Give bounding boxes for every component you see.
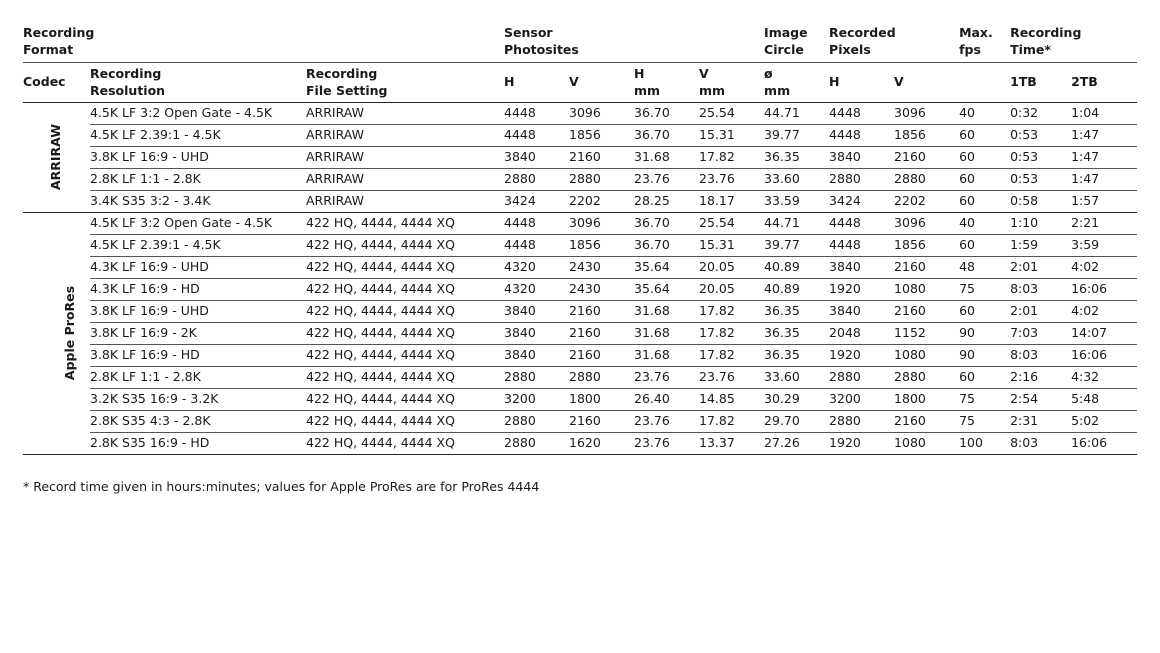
sensor-h-cell: 3840 [504, 344, 569, 366]
pixels-v-cell: 3096 [894, 102, 959, 124]
h-mm-cell: 23.76 [634, 410, 699, 432]
h-mm-cell: 23.76 [634, 168, 699, 190]
image-circle-cell: 33.59 [764, 190, 829, 212]
specs-table-container [23, 0, 1137, 455]
time-1tb-cell: 8:03 [1010, 344, 1071, 366]
resolution-cell: 3.8K LF 16:9 - HD [90, 344, 306, 366]
v-mm-cell: 25.54 [699, 212, 764, 234]
time-2tb-cell: 16:06 [1071, 344, 1137, 366]
file-setting-cell: 422 HQ, 4444, 4444 XQ [306, 234, 504, 256]
sensor-v-cell: 1800 [569, 388, 634, 410]
sensor-v-cell: 2202 [569, 190, 634, 212]
sensor-h-cell: 3840 [504, 322, 569, 344]
sensor-v-cell: 1620 [569, 432, 634, 454]
time-2tb-cell: 1:47 [1071, 168, 1137, 190]
sensor-h-cell: 4320 [504, 278, 569, 300]
time-1tb-cell: 2:16 [1010, 366, 1071, 388]
pixels-h-cell: 3840 [829, 256, 894, 278]
time-1tb-cell: 7:03 [1010, 322, 1071, 344]
h-mm-cell: 23.76 [634, 366, 699, 388]
image-circle-cell: 44.71 [764, 212, 829, 234]
header-recording-format: Recording Format [23, 24, 95, 57]
table-row [23, 278, 1137, 300]
max-fps-cell: 60 [959, 124, 1010, 146]
v-mm-cell: 15.31 [699, 124, 764, 146]
time-1tb-cell: 1:59 [1010, 234, 1071, 256]
image-circle-cell: 29.70 [764, 410, 829, 432]
time-2tb-cell: 2:21 [1071, 212, 1137, 234]
codec-group-cell [23, 102, 90, 212]
resolution-cell: 4.5K LF 2.39:1 - 4.5K [90, 124, 306, 146]
pixels-h-cell: 4448 [829, 124, 894, 146]
sensor-h-cell: 3840 [504, 300, 569, 322]
col-time-2tb: 2TB [1071, 62, 1137, 102]
resolution-cell: 3.8K LF 16:9 - UHD [90, 146, 306, 168]
sensor-v-cell: 2880 [569, 366, 634, 388]
h-mm-cell: 36.70 [634, 212, 699, 234]
sensor-v-cell: 1856 [569, 124, 634, 146]
header-recorded-pixels: Recorded Pixels [829, 24, 896, 57]
resolution-cell: 4.5K LF 3:2 Open Gate - 4.5K [90, 212, 306, 234]
h-mm-cell: 35.64 [634, 278, 699, 300]
pixels-v-cell: 2880 [894, 168, 959, 190]
h-mm-cell: 31.68 [634, 322, 699, 344]
pixels-h-cell: 2880 [829, 366, 894, 388]
file-setting-cell: ARRIRAW [306, 146, 504, 168]
file-setting-cell: 422 HQ, 4444, 4444 XQ [306, 432, 504, 454]
col-recording-resolution: Recording Resolution [90, 62, 306, 102]
sensor-h-cell: 4448 [504, 234, 569, 256]
v-mm-cell: 17.82 [699, 344, 764, 366]
max-fps-cell: 60 [959, 366, 1010, 388]
h-mm-cell: 36.70 [634, 234, 699, 256]
time-2tb-cell: 4:02 [1071, 300, 1137, 322]
table-row [23, 124, 1137, 146]
col-image-circle-mm: ø mm [764, 62, 829, 102]
sensor-h-cell: 2880 [504, 168, 569, 190]
pixels-h-cell: 3200 [829, 388, 894, 410]
h-mm-cell: 31.68 [634, 300, 699, 322]
file-setting-cell: 422 HQ, 4444, 4444 XQ [306, 212, 504, 234]
sensor-h-cell: 2880 [504, 432, 569, 454]
time-1tb-cell: 2:01 [1010, 300, 1071, 322]
table-row [23, 234, 1137, 256]
pixels-h-cell: 3840 [829, 146, 894, 168]
resolution-cell: 2.8K S35 4:3 - 2.8K [90, 410, 306, 432]
resolution-cell: 3.4K S35 3:2 - 3.4K [90, 190, 306, 212]
header-max-fps: Max. fps [959, 24, 993, 57]
time-2tb-cell: 16:06 [1071, 278, 1137, 300]
time-2tb-cell: 14:07 [1071, 322, 1137, 344]
h-mm-cell: 28.25 [634, 190, 699, 212]
table-row [23, 168, 1137, 190]
pixels-h-cell: 1920 [829, 344, 894, 366]
v-mm-cell: 23.76 [699, 366, 764, 388]
col-max-fps [959, 62, 1010, 102]
pixels-v-cell: 2160 [894, 146, 959, 168]
h-mm-cell: 31.68 [634, 146, 699, 168]
v-mm-cell: 17.82 [699, 322, 764, 344]
column-header-row [23, 62, 1137, 102]
file-setting-cell: ARRIRAW [306, 102, 504, 124]
sensor-h-cell: 3424 [504, 190, 569, 212]
image-circle-cell: 33.60 [764, 168, 829, 190]
image-circle-cell: 36.35 [764, 322, 829, 344]
pixels-v-cell: 2160 [894, 300, 959, 322]
sensor-v-cell: 2160 [569, 344, 634, 366]
sensor-h-cell: 4320 [504, 256, 569, 278]
pixels-v-cell: 1856 [894, 234, 959, 256]
pixels-v-cell: 1152 [894, 322, 959, 344]
sensor-v-cell: 2160 [569, 322, 634, 344]
pixels-h-cell: 4448 [829, 102, 894, 124]
col-h-mm: H mm [634, 62, 699, 102]
resolution-cell: 4.3K LF 16:9 - UHD [90, 256, 306, 278]
time-2tb-cell: 16:06 [1071, 432, 1137, 454]
image-circle-cell: 39.77 [764, 234, 829, 256]
image-circle-cell: 30.29 [764, 388, 829, 410]
time-1tb-cell: 2:54 [1010, 388, 1071, 410]
file-setting-cell: 422 HQ, 4444, 4444 XQ [306, 410, 504, 432]
pixels-v-cell: 1856 [894, 124, 959, 146]
sensor-v-cell: 2430 [569, 278, 634, 300]
file-setting-cell: 422 HQ, 4444, 4444 XQ [306, 256, 504, 278]
max-fps-cell: 75 [959, 388, 1010, 410]
col-sensor-v: V [569, 62, 634, 102]
max-fps-cell: 100 [959, 432, 1010, 454]
resolution-cell: 3.8K LF 16:9 - UHD [90, 300, 306, 322]
sensor-v-cell: 2160 [569, 146, 634, 168]
sensor-v-cell: 2430 [569, 256, 634, 278]
sensor-h-cell: 3200 [504, 388, 569, 410]
pixels-h-cell: 1920 [829, 278, 894, 300]
image-circle-cell: 39.77 [764, 124, 829, 146]
file-setting-cell: 422 HQ, 4444, 4444 XQ [306, 344, 504, 366]
max-fps-cell: 60 [959, 234, 1010, 256]
max-fps-cell: 90 [959, 344, 1010, 366]
max-fps-cell: 60 [959, 190, 1010, 212]
resolution-cell: 2.8K LF 1:1 - 2.8K [90, 366, 306, 388]
sensor-h-cell: 4448 [504, 124, 569, 146]
file-setting-cell: 422 HQ, 4444, 4444 XQ [306, 300, 504, 322]
footnote: * Record time given in hours:minutes; values for Apple ProRes are for ProRes 4444 [23, 479, 540, 494]
group-header-row [23, 0, 1137, 62]
sensor-v-cell: 2160 [569, 300, 634, 322]
table-row [23, 322, 1137, 344]
table-row [23, 388, 1137, 410]
v-mm-cell: 25.54 [699, 102, 764, 124]
resolution-cell: 4.5K LF 2.39:1 - 4.5K [90, 234, 306, 256]
max-fps-cell: 48 [959, 256, 1010, 278]
time-1tb-cell: 0:58 [1010, 190, 1071, 212]
pixels-h-cell: 3424 [829, 190, 894, 212]
pixels-h-cell: 4448 [829, 212, 894, 234]
sensor-h-cell: 2880 [504, 366, 569, 388]
resolution-cell: 2.8K S35 16:9 - HD [90, 432, 306, 454]
time-2tb-cell: 1:47 [1071, 124, 1137, 146]
time-2tb-cell: 4:02 [1071, 256, 1137, 278]
header-sensor-photosites: Sensor Photosites [504, 24, 579, 57]
time-2tb-cell: 5:48 [1071, 388, 1137, 410]
pixels-h-cell: 2048 [829, 322, 894, 344]
image-circle-cell: 40.89 [764, 256, 829, 278]
pixels-v-cell: 1080 [894, 278, 959, 300]
table-body [23, 102, 1137, 454]
v-mm-cell: 20.05 [699, 256, 764, 278]
sensor-v-cell: 3096 [569, 212, 634, 234]
sensor-h-cell: 4448 [504, 102, 569, 124]
resolution-cell: 2.8K LF 1:1 - 2.8K [90, 168, 306, 190]
v-mm-cell: 23.76 [699, 168, 764, 190]
max-fps-cell: 60 [959, 300, 1010, 322]
table-row [23, 432, 1137, 454]
table-row [23, 212, 1137, 234]
table-row [23, 146, 1137, 168]
table-row [23, 300, 1137, 322]
codec-group-cell [23, 212, 90, 454]
v-mm-cell: 15.31 [699, 234, 764, 256]
v-mm-cell: 17.82 [699, 300, 764, 322]
time-2tb-cell: 5:02 [1071, 410, 1137, 432]
time-1tb-cell: 0:32 [1010, 102, 1071, 124]
time-2tb-cell: 3:59 [1071, 234, 1137, 256]
file-setting-cell: 422 HQ, 4444, 4444 XQ [306, 322, 504, 344]
time-2tb-cell: 1:04 [1071, 102, 1137, 124]
file-setting-cell: ARRIRAW [306, 124, 504, 146]
pixels-h-cell: 3840 [829, 300, 894, 322]
sensor-v-cell: 2880 [569, 168, 634, 190]
pixels-v-cell: 2202 [894, 190, 959, 212]
h-mm-cell: 26.40 [634, 388, 699, 410]
v-mm-cell: 17.82 [699, 410, 764, 432]
table-row [23, 366, 1137, 388]
resolution-cell: 4.5K LF 3:2 Open Gate - 4.5K [90, 102, 306, 124]
col-codec: Codec [23, 62, 90, 102]
col-time-1tb: 1TB [1010, 62, 1071, 102]
image-circle-cell: 36.35 [764, 300, 829, 322]
image-circle-cell: 27.26 [764, 432, 829, 454]
h-mm-cell: 23.76 [634, 432, 699, 454]
time-1tb-cell: 2:31 [1010, 410, 1071, 432]
header-image-circle: Image Circle [764, 24, 808, 57]
table-row [23, 410, 1137, 432]
col-file-setting: Recording File Setting [306, 62, 504, 102]
image-circle-cell: 33.60 [764, 366, 829, 388]
h-mm-cell: 36.70 [634, 102, 699, 124]
table-row [23, 344, 1137, 366]
pixels-v-cell: 2160 [894, 410, 959, 432]
image-circle-cell: 40.89 [764, 278, 829, 300]
table-row [23, 102, 1137, 124]
time-2tb-cell: 4:32 [1071, 366, 1137, 388]
sensor-h-cell: 4448 [504, 212, 569, 234]
pixels-v-cell: 1080 [894, 432, 959, 454]
col-v-mm: V mm [699, 62, 764, 102]
sensor-h-cell: 3840 [504, 146, 569, 168]
file-setting-cell: 422 HQ, 4444, 4444 XQ [306, 366, 504, 388]
resolution-cell: 3.8K LF 16:9 - 2K [90, 322, 306, 344]
pixels-v-cell: 1800 [894, 388, 959, 410]
max-fps-cell: 40 [959, 212, 1010, 234]
v-mm-cell: 20.05 [699, 278, 764, 300]
pixels-v-cell: 3096 [894, 212, 959, 234]
pixels-h-cell: 4448 [829, 234, 894, 256]
time-2tb-cell: 1:47 [1071, 146, 1137, 168]
sensor-v-cell: 1856 [569, 234, 634, 256]
sensor-h-cell: 2880 [504, 410, 569, 432]
time-1tb-cell: 1:10 [1010, 212, 1071, 234]
file-setting-cell: ARRIRAW [306, 168, 504, 190]
image-circle-cell: 36.35 [764, 344, 829, 366]
recording-specs-table [23, 0, 1137, 455]
col-pixels-h: H [829, 62, 894, 102]
max-fps-cell: 60 [959, 168, 1010, 190]
pixels-h-cell: 2880 [829, 168, 894, 190]
v-mm-cell: 18.17 [699, 190, 764, 212]
time-1tb-cell: 2:01 [1010, 256, 1071, 278]
sensor-v-cell: 2160 [569, 410, 634, 432]
pixels-v-cell: 1080 [894, 344, 959, 366]
max-fps-cell: 40 [959, 102, 1010, 124]
max-fps-cell: 75 [959, 278, 1010, 300]
max-fps-cell: 75 [959, 410, 1010, 432]
time-1tb-cell: 0:53 [1010, 124, 1071, 146]
v-mm-cell: 13.37 [699, 432, 764, 454]
time-1tb-cell: 0:53 [1010, 146, 1071, 168]
pixels-v-cell: 2160 [894, 256, 959, 278]
h-mm-cell: 31.68 [634, 344, 699, 366]
time-1tb-cell: 8:03 [1010, 278, 1071, 300]
table-row [23, 256, 1137, 278]
time-1tb-cell: 8:03 [1010, 432, 1071, 454]
file-setting-cell: 422 HQ, 4444, 4444 XQ [306, 388, 504, 410]
v-mm-cell: 14.85 [699, 388, 764, 410]
resolution-cell: 3.2K S35 16:9 - 3.2K [90, 388, 306, 410]
resolution-cell: 4.3K LF 16:9 - HD [90, 278, 306, 300]
pixels-h-cell: 2880 [829, 410, 894, 432]
pixels-v-cell: 2880 [894, 366, 959, 388]
v-mm-cell: 17.82 [699, 146, 764, 168]
h-mm-cell: 36.70 [634, 124, 699, 146]
codec-label: Apple ProRes [62, 285, 78, 381]
col-pixels-v: V [894, 62, 959, 102]
col-sensor-h: H [504, 62, 569, 102]
image-circle-cell: 44.71 [764, 102, 829, 124]
max-fps-cell: 60 [959, 146, 1010, 168]
table-row [23, 190, 1137, 212]
image-circle-cell: 36.35 [764, 146, 829, 168]
time-1tb-cell: 0:53 [1010, 168, 1071, 190]
header-recording-time: Recording Time* [1010, 24, 1082, 57]
sensor-v-cell: 3096 [569, 102, 634, 124]
h-mm-cell: 35.64 [634, 256, 699, 278]
pixels-h-cell: 1920 [829, 432, 894, 454]
time-2tb-cell: 1:57 [1071, 190, 1137, 212]
file-setting-cell: 422 HQ, 4444, 4444 XQ [306, 278, 504, 300]
file-setting-cell: ARRIRAW [306, 190, 504, 212]
codec-label: ARRIRAW [48, 123, 64, 191]
max-fps-cell: 90 [959, 322, 1010, 344]
